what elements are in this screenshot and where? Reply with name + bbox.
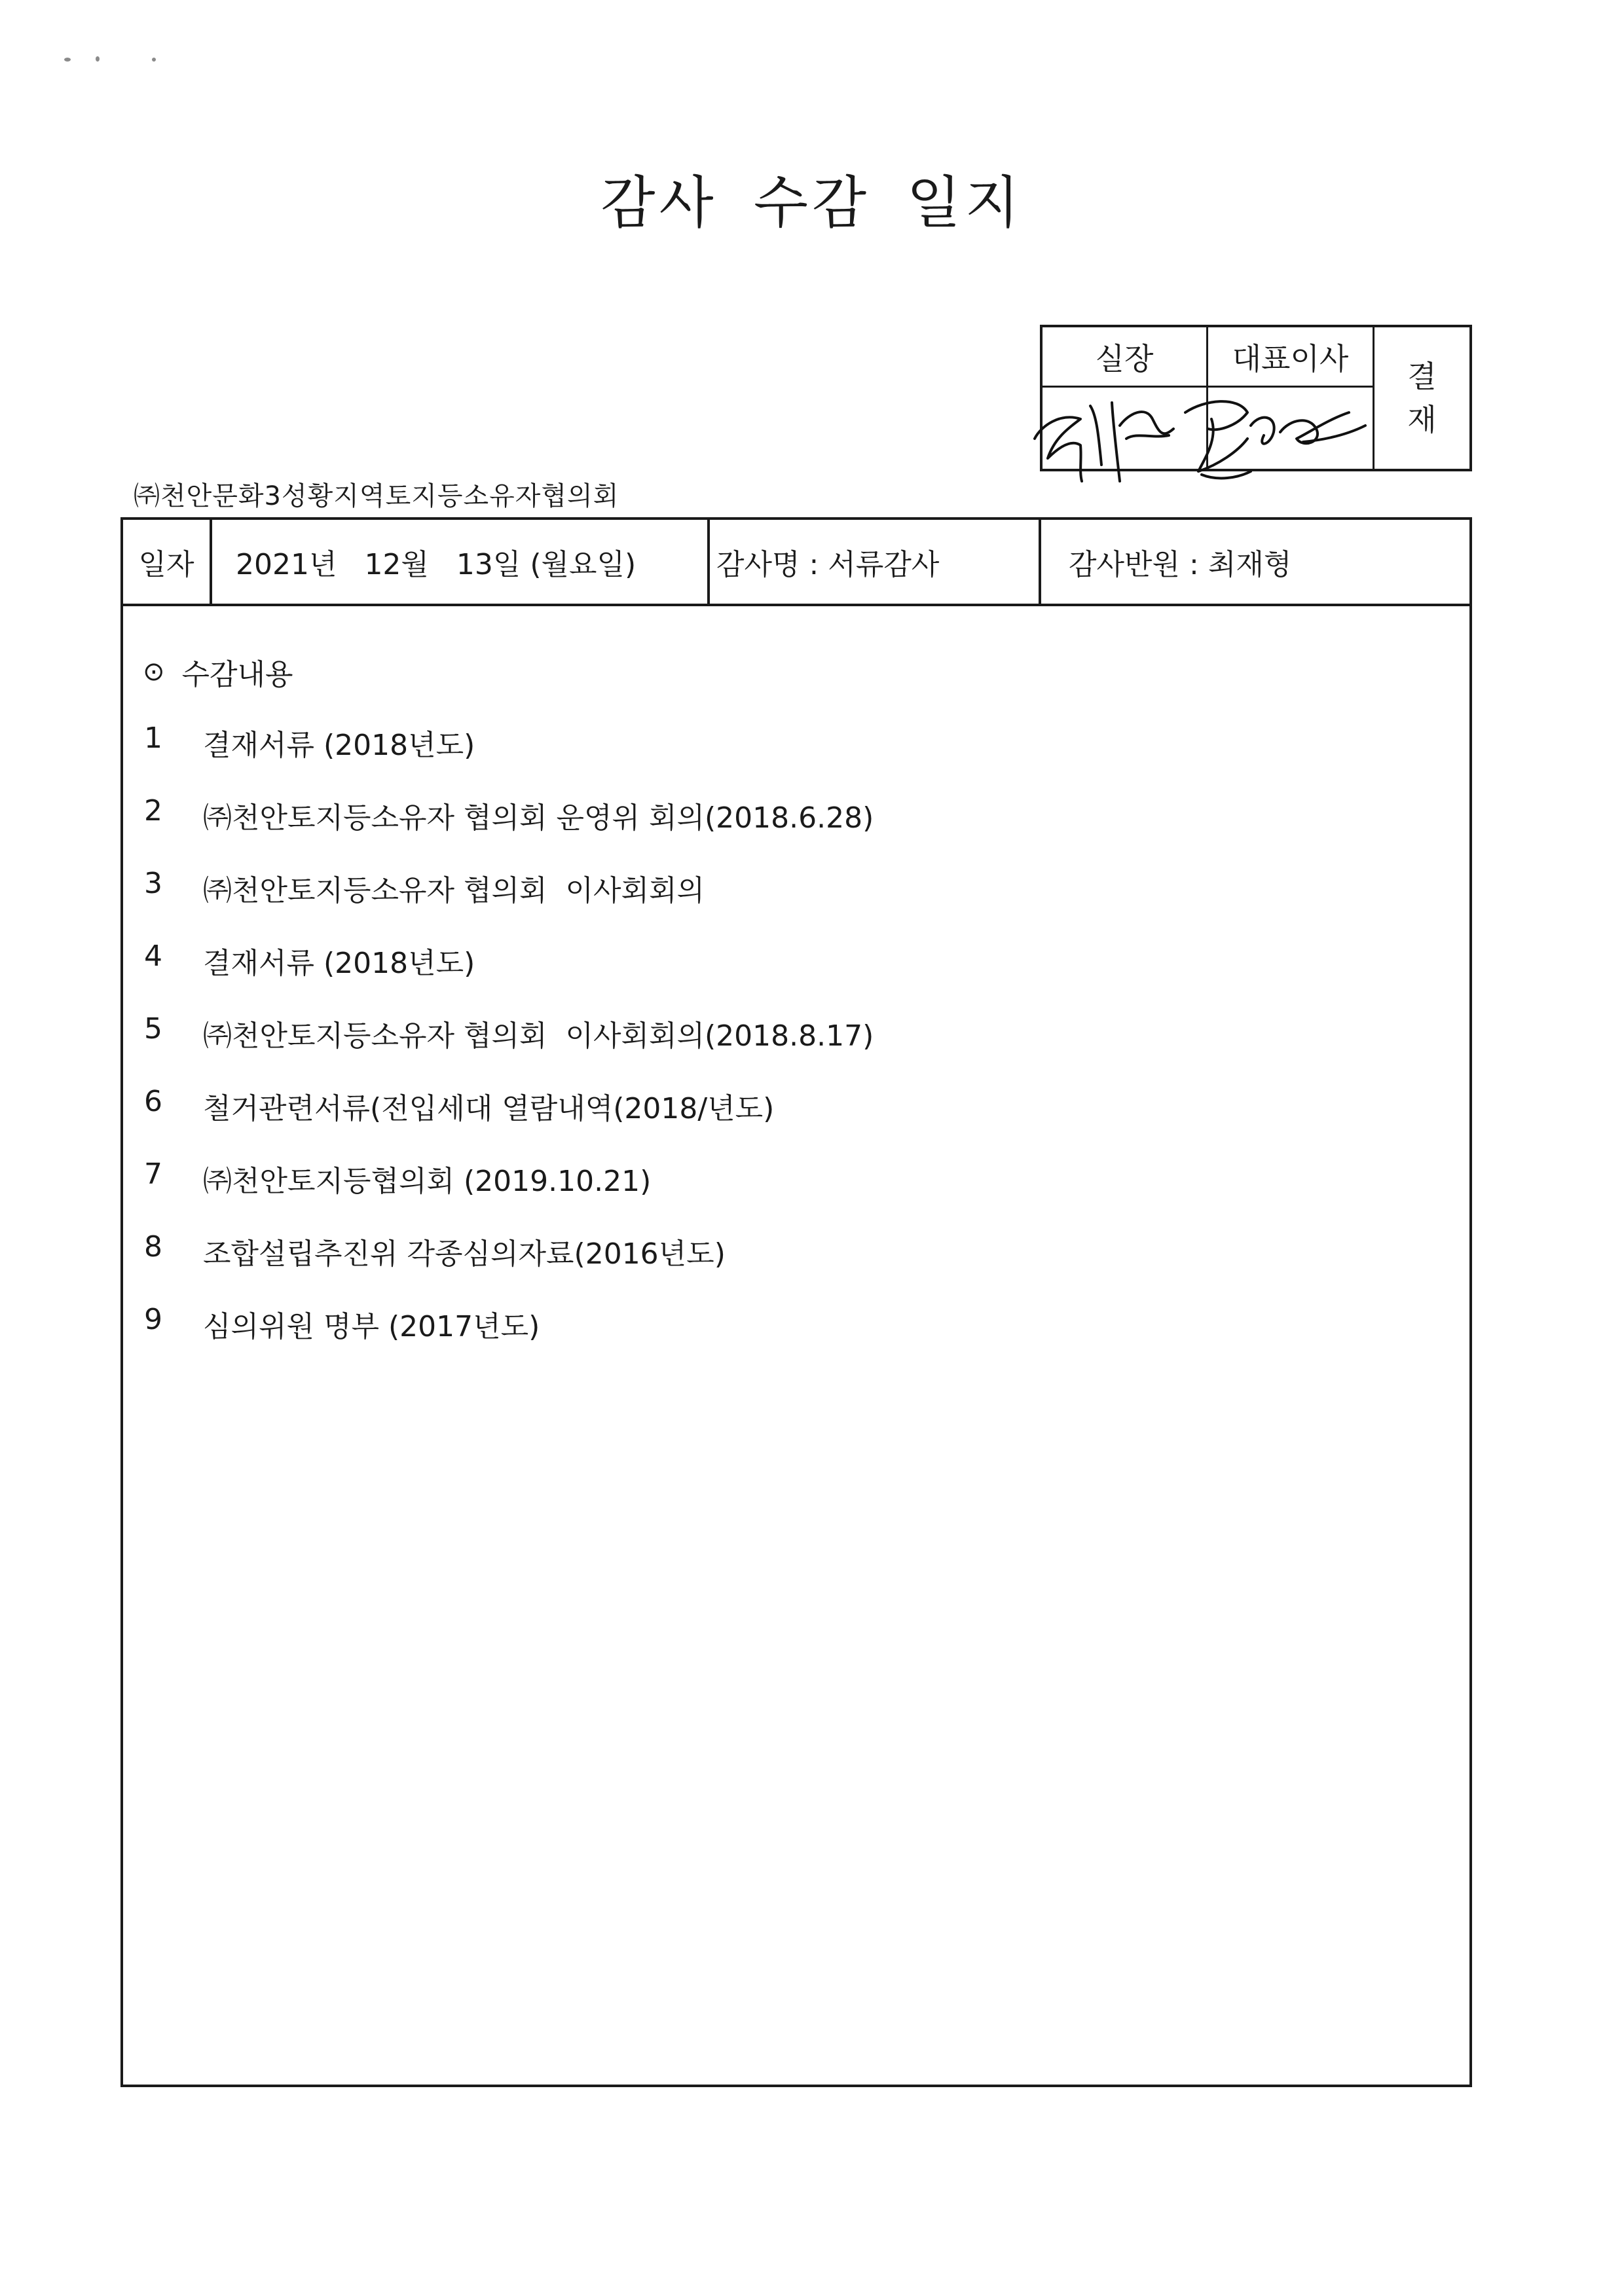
item-list xyxy=(123,721,874,1376)
approval-side-bottom: 재 xyxy=(1407,402,1437,437)
item-text: 철거관련서류(전입세대 열람내역(2018/년도) xyxy=(203,1092,775,1125)
item-text: ㈜천안토지등소유자 협의회 운영위 회의(2018.6.28) xyxy=(203,801,874,835)
scan-speck xyxy=(152,58,156,62)
list-item xyxy=(123,721,874,794)
scan-speck xyxy=(64,58,71,62)
list-item xyxy=(123,1085,874,1157)
handwritten-signature xyxy=(1022,367,1388,498)
log-frame xyxy=(120,517,1472,2087)
date-label: 일자 xyxy=(123,520,212,604)
date-value: 2021년 12월 13일 (월요일) xyxy=(212,520,710,604)
list-item xyxy=(123,1230,874,1303)
item-number: 3 xyxy=(144,867,162,900)
organization-name: ㈜천안문화3성황지역토지등소유자협의회 xyxy=(134,481,619,511)
list-item xyxy=(123,794,874,867)
approval-header-ceo: 대표이사 xyxy=(1208,327,1375,388)
item-number: 7 xyxy=(144,1157,162,1191)
circle-bullet-icon: ⊙ xyxy=(143,657,165,687)
list-item xyxy=(123,1303,874,1376)
item-text: 결재서류 (2018년도) xyxy=(203,729,475,762)
approval-header-chief: 실장 xyxy=(1043,327,1208,388)
item-text: 조합설립추진위 각종심의자료(2016년도) xyxy=(203,1237,726,1271)
item-number: 1 xyxy=(144,721,162,755)
section-heading xyxy=(143,651,293,693)
item-text: ㈜천안토지등소유자 협의회 이사회회의(2018.8.17) xyxy=(203,1019,874,1053)
page-title: 감사 수감 일지 xyxy=(600,170,1024,236)
info-row xyxy=(123,520,1469,606)
section-heading-text: 수감내용 xyxy=(181,658,293,691)
approval-side-top: 결 xyxy=(1407,359,1437,394)
approval-side-label xyxy=(1375,327,1469,469)
auditor-name: 감사반원 : 최재형 xyxy=(1069,548,1292,581)
item-text: 결재서류 (2018년도) xyxy=(203,947,475,980)
item-number: 4 xyxy=(144,939,162,973)
item-number: 8 xyxy=(144,1230,162,1264)
item-number: 9 xyxy=(144,1303,162,1336)
scan-speck xyxy=(96,56,100,62)
item-text: ㈜천안토지등소유자 협의회 이사회회의 xyxy=(203,874,705,907)
item-number: 2 xyxy=(144,794,162,828)
list-item xyxy=(123,867,874,939)
audit-name: 감사명 : 서류감사 xyxy=(710,520,1041,604)
item-text: 심의위원 명부 (2017년도) xyxy=(203,1310,540,1343)
item-text: ㈜천안토지등협의회 (2019.10.21) xyxy=(203,1165,652,1198)
list-item xyxy=(123,1157,874,1230)
item-number: 6 xyxy=(144,1085,162,1118)
list-item xyxy=(123,939,874,1012)
item-number: 5 xyxy=(144,1012,162,1046)
list-item xyxy=(123,1012,874,1085)
